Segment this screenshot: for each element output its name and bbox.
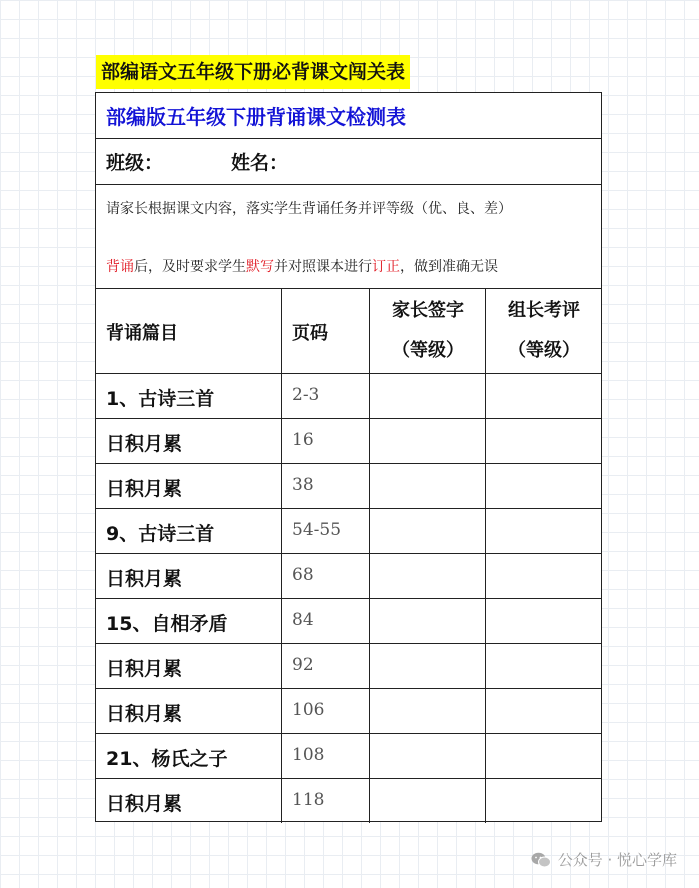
row-divider xyxy=(96,733,601,734)
divider xyxy=(96,288,601,289)
page-number: 92 xyxy=(292,655,314,675)
column-divider xyxy=(485,288,486,823)
recitation-title: 15、自相矛盾 xyxy=(106,613,228,635)
column-divider xyxy=(281,288,282,823)
watermark xyxy=(530,849,677,870)
page-title: 部编语文五年级下册必背课文闯关表 xyxy=(96,55,410,89)
header-title: 背诵篇目 xyxy=(106,323,178,344)
page-number: 16 xyxy=(292,430,314,450)
divider xyxy=(96,138,601,139)
row-divider xyxy=(96,598,601,599)
header-parent-sign: 家长签字 xyxy=(392,300,464,321)
page-number: 38 xyxy=(292,475,314,495)
wechat-icon xyxy=(530,851,552,869)
row-divider xyxy=(96,508,601,509)
recitation-title: 9、古诗三首 xyxy=(106,523,215,545)
recitation-title: 日积月累 xyxy=(106,433,183,455)
recitation-title: 日积月累 xyxy=(106,793,183,815)
instruction-highlight: 背诵 xyxy=(106,259,134,275)
instruction-text: 并对照课本进行 xyxy=(274,259,372,275)
instruction-highlight: 默写 xyxy=(246,259,274,275)
instruction-line-2 xyxy=(106,256,498,276)
recitation-title: 日积月累 xyxy=(106,703,183,725)
header-group-grade: （等级） xyxy=(508,340,580,361)
instruction-text: ，做到准确无误 xyxy=(400,259,498,275)
row-divider xyxy=(96,553,601,554)
recitation-title: 日积月累 xyxy=(106,658,183,680)
instruction-highlight: 订正 xyxy=(372,259,400,275)
recitation-title: 日积月累 xyxy=(106,478,183,500)
column-divider xyxy=(369,288,370,823)
header-group-review: 组长考评 xyxy=(508,300,580,321)
row-divider xyxy=(96,418,601,419)
name-label: 姓名： xyxy=(231,152,289,174)
info-row xyxy=(106,148,289,175)
recitation-title: 21、杨氏之子 xyxy=(106,748,228,770)
page-number: 118 xyxy=(292,790,325,810)
row-divider xyxy=(96,688,601,689)
divider xyxy=(96,184,601,185)
recitation-title: 1、古诗三首 xyxy=(106,388,215,410)
page-number: 2-3 xyxy=(292,385,320,405)
page-number: 54-55 xyxy=(292,520,342,540)
header-page: 页码 xyxy=(292,323,328,344)
page-number: 84 xyxy=(292,610,314,630)
instruction-line-1: 请家长根据课文内容，落实学生背诵任务并评等级（优、良、差） xyxy=(106,201,512,217)
row-divider xyxy=(96,778,601,779)
class-label: 班级： xyxy=(106,152,164,174)
page-number: 68 xyxy=(292,565,314,585)
instruction-text: 后，及时要求学生 xyxy=(134,259,246,275)
row-divider xyxy=(96,643,601,644)
divider xyxy=(96,373,601,374)
recitation-check-table xyxy=(95,92,602,822)
page-number: 108 xyxy=(292,745,325,765)
page-number: 106 xyxy=(292,700,325,720)
header-parent-grade: （等级） xyxy=(392,340,464,361)
row-divider xyxy=(96,463,601,464)
watermark-text: 公众号 · 悦心学库 xyxy=(557,851,677,869)
sheet-title: 部编版五年级下册背诵课文检测表 xyxy=(106,105,406,129)
recitation-title: 日积月累 xyxy=(106,568,183,590)
